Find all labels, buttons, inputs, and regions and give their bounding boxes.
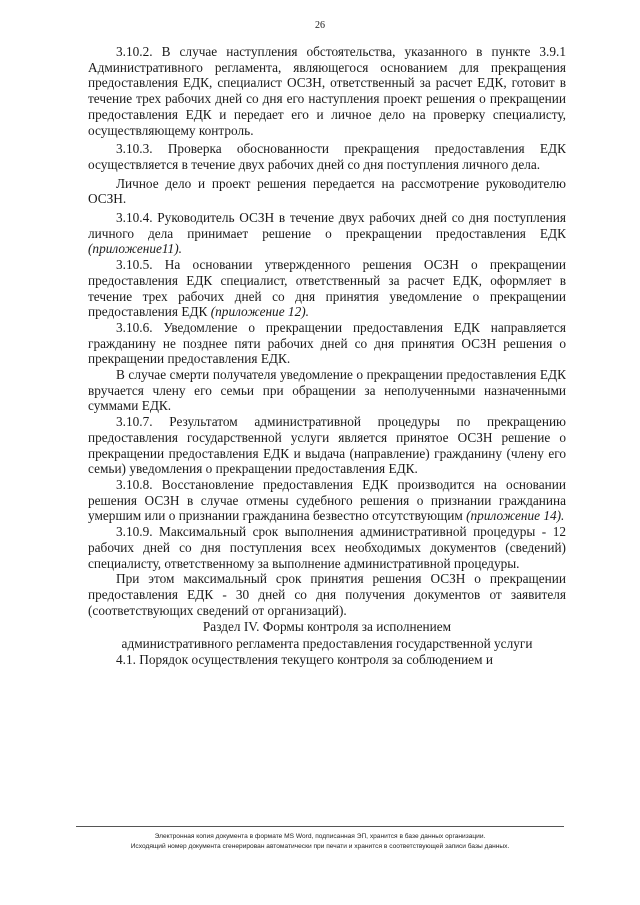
appendix-reference: (приложение11). [88, 241, 182, 257]
appendix-reference: (приложение 14). [466, 508, 565, 524]
footer-line-2: Исходящий номер документа сгенерирован автоматически при печати и хранится в соответствующей записи базы данных. [130, 843, 510, 850]
footer-note [60, 832, 580, 852]
paragraph-death-case: В случае смерти получателя уведомление о прекращении предоставления ЕДК вручается члену его семьи при обращении за неполученными назначенными суммами ЕДК. [88, 367, 566, 414]
paragraph-personal-file: Личное дело и проект решения передается на рассмотрение руководителю ОСЗН. [88, 175, 566, 207]
footer-divider [76, 826, 564, 827]
paragraph-3-10-2: 3.10.2. В случае наступления обстоятельства, указанного в пункте 3.9.1 Административного регламента, являющегося основанием для прекращения предоставления ЕДК, специалист ОСЗН, ответственный за расчет ЕДК, готовит в течение трех рабочих дней со дня его наступления проект решения о прекращении предоставления ЕДК и передает его и личное дело на проверку специалисту, осуществляющему контроль. [88, 44, 566, 138]
document-body [88, 44, 566, 668]
paragraph-text: 3.10.5. На основании утвержденного решения ОСЗН о прекращении предоставления ЕДК специалист, ответственный за расчет ЕДК, оформляет в течение трех рабочих дней со дня принятия уведомление о прекращении предоставления ЕДК [88, 257, 566, 320]
page-number: 26 [315, 20, 325, 31]
paragraph-3-10-6: 3.10.6. Уведомление о прекращении предоставления ЕДК направляется гражданину не позднее пяти рабочих дней со дня принятия ОСЗН решения о прекращении предоставления ЕДК. [88, 319, 566, 367]
paragraph-3-10-3: 3.10.3. Проверка обоснованности прекращения предоставления ЕДК осуществляется в течение двух рабочих дней со дня поступления личного дела. [88, 141, 566, 172]
paragraph-3-10-4 [88, 210, 566, 257]
paragraph-text: 3.10.4. Руководитель ОСЗН в течение двух рабочих дней со дня поступления личного дела принимает решение о прекращении предоставления ЕДК [88, 210, 566, 241]
section-heading-line-1: Раздел IV. Формы контроля за исполнением [202, 619, 452, 635]
paragraph-max-term: При этом максимальный срок принятия решения ОСЗН о прекращении предоставления ЕДК - 30 дней со дня получения документов от заявителя (соответствующих сведений от организаций). [88, 571, 566, 618]
appendix-reference: (приложение 12). [210, 304, 309, 320]
paragraph-text: 3.10.8. Восстановление предоставления ЕДК производится на основании решения ОСЗН в случае отмены судебного решения о признании гражданина умершим или о признании гражданина безвестно отсутствующим [88, 476, 566, 524]
paragraph-3-10-5 [88, 257, 566, 320]
paragraph-3-10-7: 3.10.7. Результатом административной процедуры по прекращению предоставления государственной услуги является принятое ОСЗН решение о прекращении предоставления ЕДК и выдача (направление) гражданину (члену его семьи) уведомления о прекращении предоставления ЕДК. [88, 414, 566, 477]
subsection-4-1: 4.1. Порядок осуществления текущего контроля за соблюдением и [116, 652, 493, 668]
footer-line-1: Электронная копия документа в формате MS Word, подписанная ЭП, хранится в базе данных организации. [154, 833, 486, 840]
section-heading [88, 618, 566, 652]
paragraph-3-10-8 [88, 477, 566, 524]
section-heading-line-2: административного регламента предоставления государственной услуги [121, 636, 533, 652]
paragraph-3-10-9: 3.10.9. Максимальный срок выполнения административной процедуры - 12 рабочих дней со дня поступления всех необходимых документов (сведений) специалисту, ответственному за выполнение административной процедуры. [88, 524, 566, 571]
